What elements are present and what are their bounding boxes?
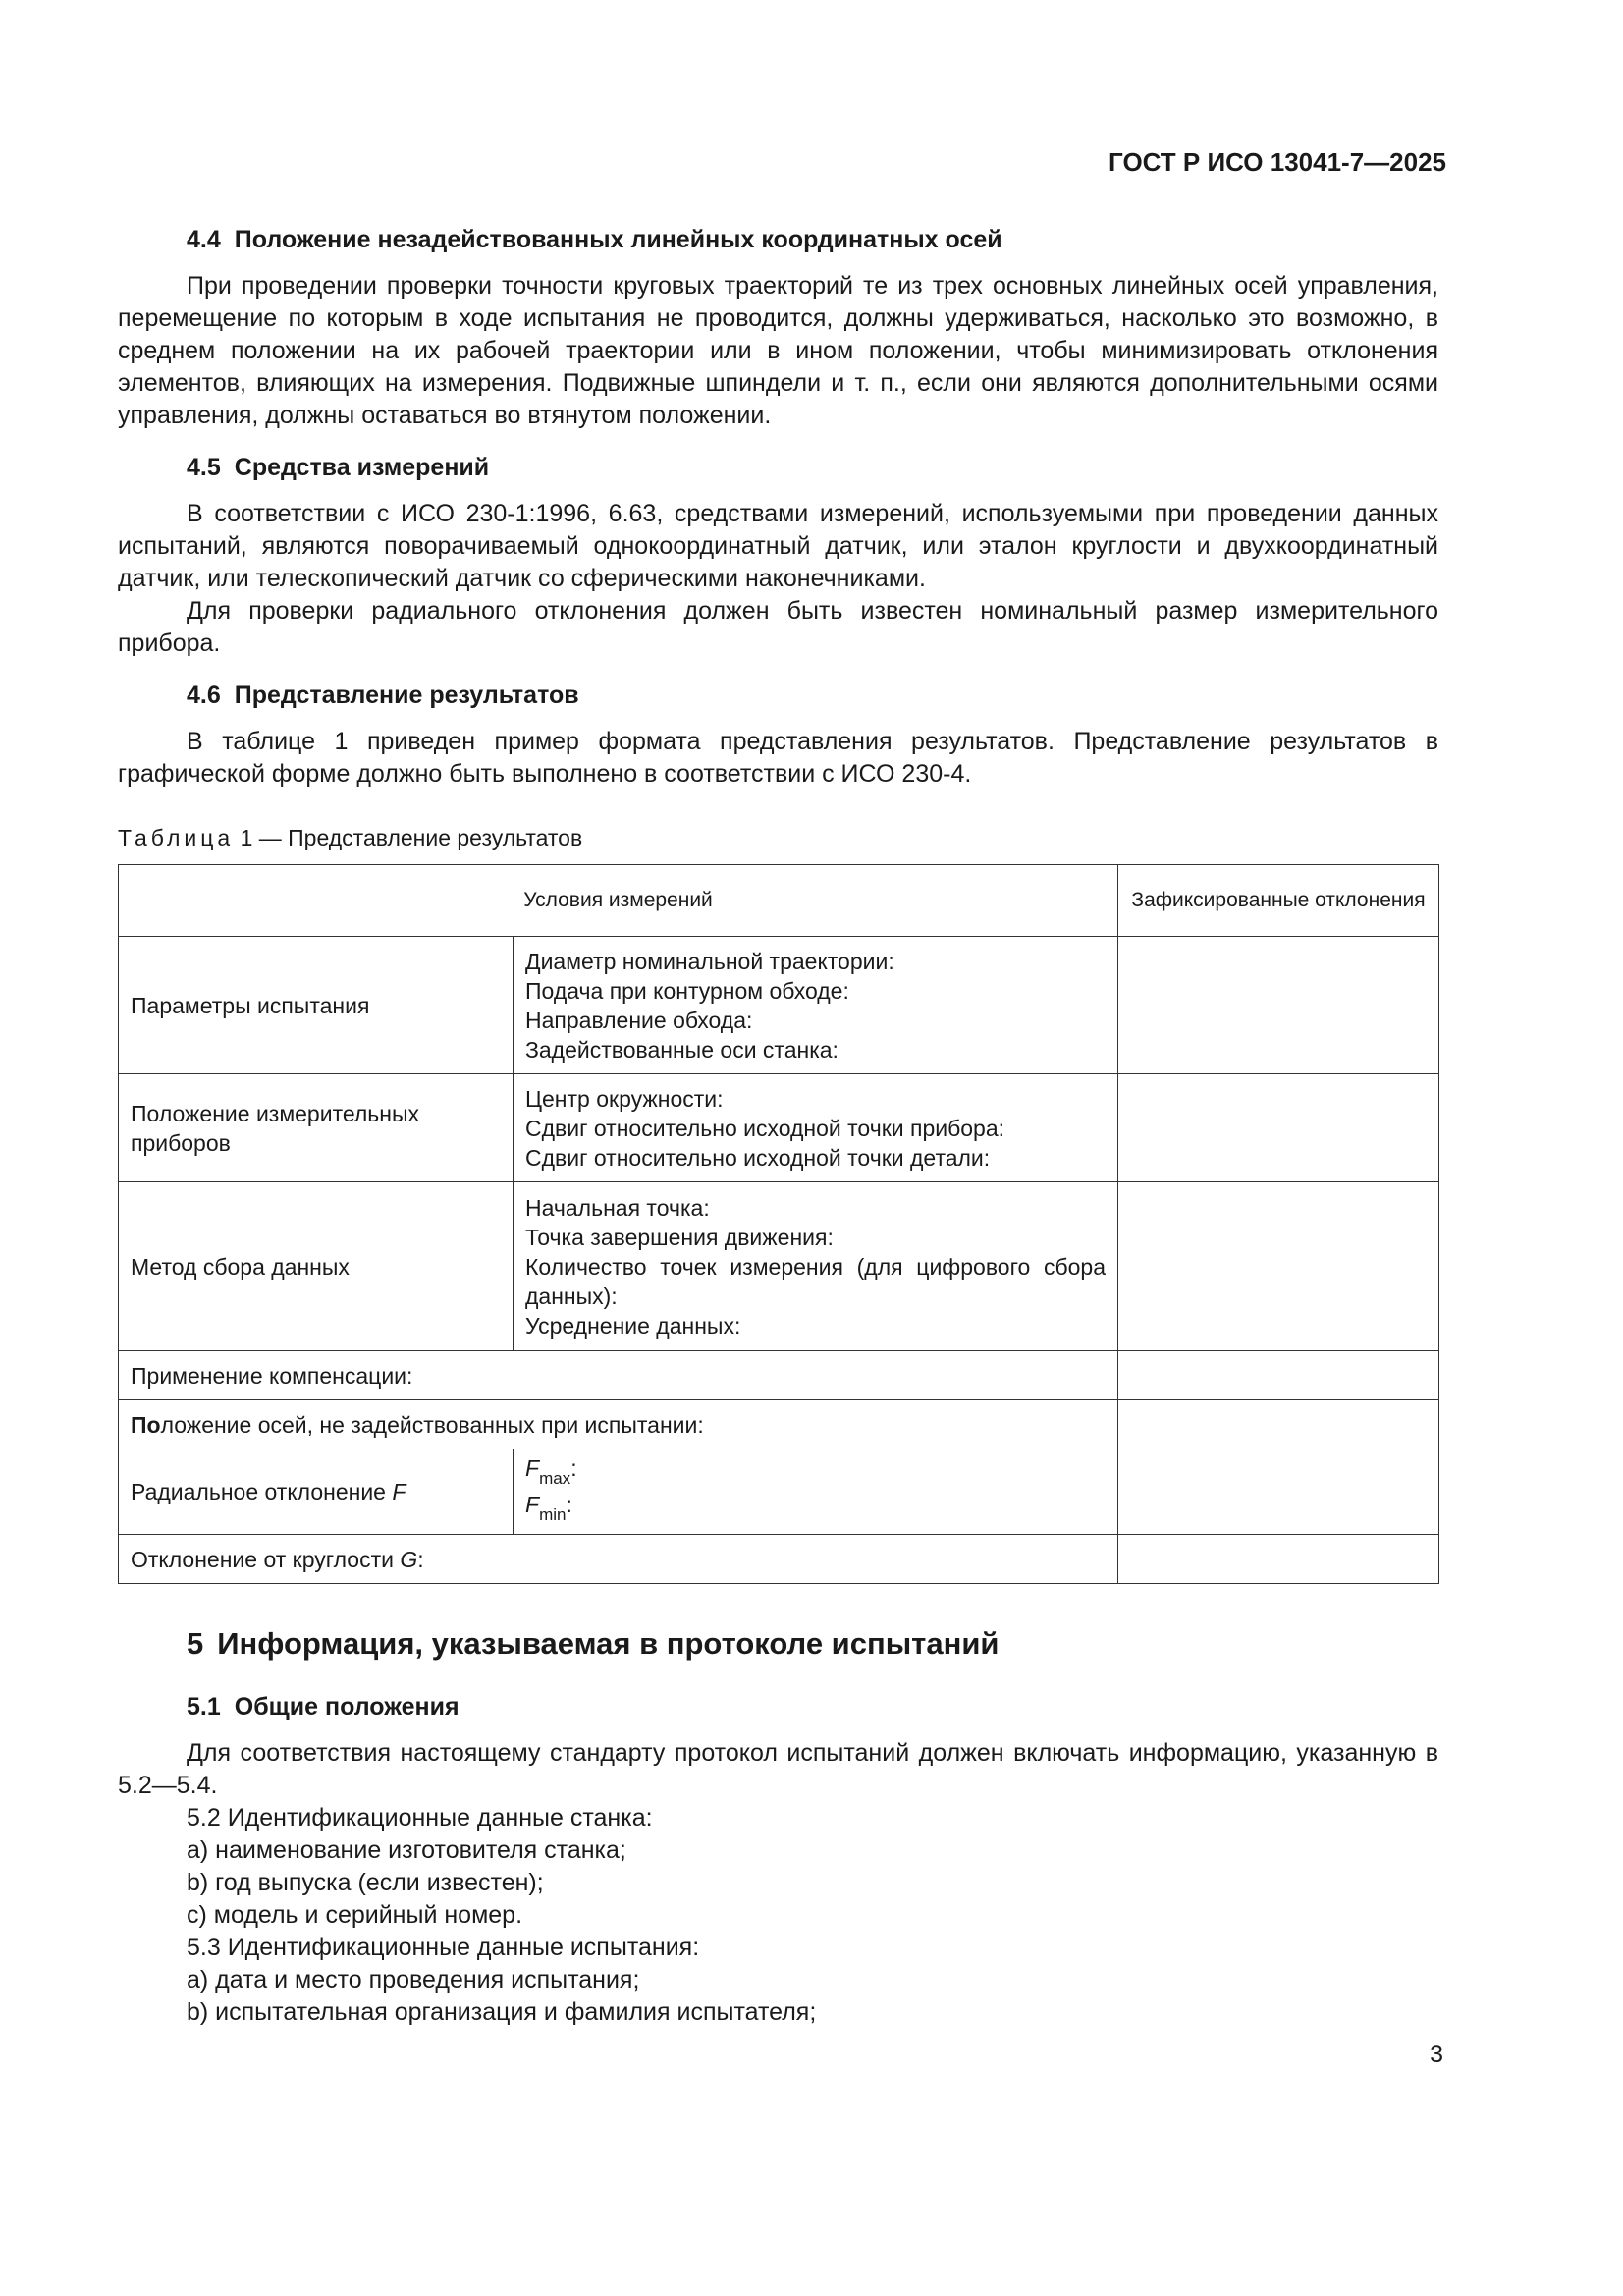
list-item: Диаметр номинальной траектории: [525,948,894,974]
chapter-number: 5 [187,1626,204,1661]
chapter-title: Информация, указываемая в протоколе испытаний [217,1626,1000,1661]
table-row [119,1182,1439,1351]
row-label: Метод сбора данных [119,1182,514,1351]
axes-label-bold: По [131,1411,161,1438]
radial-label [119,1449,514,1535]
radial-label-text: Радиальное отклонение [131,1479,386,1504]
section-number: 4.6 [187,682,221,709]
table-row [119,937,1439,1074]
fmax-var: F [525,1455,540,1481]
table-row [119,1400,1439,1449]
list-item: Подача при контурном обходе: [525,977,849,1004]
standard-code: ГОСТ Р ИСО 13041-7—2025 [1109,147,1446,177]
roundness-label-text: Отклонение от круглости [131,1546,394,1572]
section-number: 5.1 [187,1693,221,1721]
row-items [514,1074,1118,1182]
section-number: 4.4 [187,226,221,253]
recorded-cell [1118,1351,1439,1400]
fmin-line [525,1492,1106,1528]
fmin-colon: : [566,1492,572,1517]
section-heading [187,680,1438,712]
row-label: Параметры испытания [119,937,514,1074]
list-item: Сдвиг относительно исходной точки прибора: [525,1115,1005,1141]
section-heading [187,224,1438,256]
list-item: Точка завершения движения: [525,1224,834,1250]
section-4-6 [118,680,1438,791]
list-item: Задействованные оси станка: [525,1036,839,1063]
paragraph: При проведении проверки точности круговых траекторий те из трех основных линейных осей управления, перемещение по которым в ходе испытания не проводится, должны удерживаться, насколько это возможно, в среднем положении на их рабочей траектории или в ином положении, чтобы минимизировать отклонения элементов, влияющих на измерения. Подвижные шпиндели и т. п., если они являются дополнительными осями управления, должны оставаться во втянутом положении. [118,272,1438,429]
recorded-cell [1118,1182,1439,1351]
axes-label [119,1400,1118,1449]
list-item: b) испытательная организация и фамилия испытателя; [187,1998,817,2026]
paragraph: В таблице 1 приведен пример формата представления результатов. Представление результатов в графической форме должно быть выполнено в соответствии с ИСО 230-4. [118,728,1438,788]
table-caption-word: Таблица [118,825,235,850]
section-title: Положение незадействованных линейных координатных осей [234,226,1002,253]
chapter-heading [187,1627,1438,1660]
radial-var: F [392,1479,406,1504]
list-item: Количество точек измерения (для цифрового сбора данных): [525,1253,1106,1309]
fmin-sub: min [539,1505,567,1524]
roundness-colon: : [417,1546,424,1572]
row-label: Положение измерительных приборов [119,1074,514,1182]
fmin-var: F [525,1492,540,1517]
recorded-cell [1118,1449,1439,1535]
list-item: Начальная точка: [525,1194,710,1221]
list-item: a) наименование изготовителя станка; [187,1836,626,1864]
section-4-5 [118,452,1438,660]
section-title: Средства измерений [234,454,490,481]
table-row [119,1074,1439,1182]
recorded-cell [1118,1074,1439,1182]
paragraph: В соответствии с ИСО 230-1:1996, 6.63, средствами измерений, используемыми при проведении данных испытаний, являются поворачиваемый однокоординатный датчик, или эталон круглости и двухкоординатный датчик, или телескопический датчик со сферическими наконечниками. [118,500,1438,592]
section-title: Представление результатов [234,682,579,709]
paragraph: Для соответствия настоящему стандарту протокол испытаний должен включать информацию, указанную в 5.2—5.4. [118,1739,1438,1799]
fmax-sub: max [539,1469,571,1488]
section-title: Общие положения [234,1693,460,1721]
content [118,224,1438,2029]
fmax-line [525,1455,1106,1492]
list-item: a) дата и место проведения испытания; [187,1966,640,1994]
row-items [514,937,1118,1074]
table-row [119,1351,1439,1400]
table-caption-text: 1 — Представление результатов [240,825,583,850]
recorded-cell [1118,937,1439,1074]
list-item: Центр окружности: [525,1085,724,1112]
section-number: 4.5 [187,454,221,481]
list-item: 5.2 Идентификационные данные станка: [187,1804,653,1831]
axes-label-rest: ложение осей, не задействованных при испытании: [160,1411,704,1438]
list-item: Направление обхода: [525,1007,753,1033]
header-recorded: Зафиксированные отклонения [1118,865,1439,937]
roundness-var: G [400,1546,418,1572]
list-item: 5.3 Идентификационные данные испытания: [187,1934,700,1961]
paragraph: Для проверки радиального отклонения должен быть известен номинальный размер измерительного прибора. [118,597,1438,657]
compensation-label: Применение компенсации: [119,1351,1118,1400]
recorded-cell [1118,1535,1439,1584]
page-number: 3 [1430,2041,1443,2068]
roundness-label [119,1535,1118,1584]
section-4-4 [118,224,1438,432]
section-5-1 [118,1691,1438,2029]
radial-values [514,1449,1118,1535]
table-header-row [119,865,1439,937]
table-row [119,1449,1439,1535]
section-heading [187,1691,1438,1723]
section-heading [187,452,1438,484]
list-item: Сдвиг относительно исходной точки детали: [525,1144,991,1171]
results-table [118,864,1439,1584]
table-row [119,1535,1439,1584]
table-caption [118,822,1438,854]
header-conditions: Условия измерений [119,865,1118,937]
row-items [514,1182,1118,1351]
list-item: b) год выпуска (если известен); [187,1869,544,1896]
fmax-colon: : [570,1455,577,1481]
recorded-cell [1118,1400,1439,1449]
list-item: Усреднение данных: [525,1312,741,1339]
list-item: c) модель и серийный номер. [187,1901,523,1929]
